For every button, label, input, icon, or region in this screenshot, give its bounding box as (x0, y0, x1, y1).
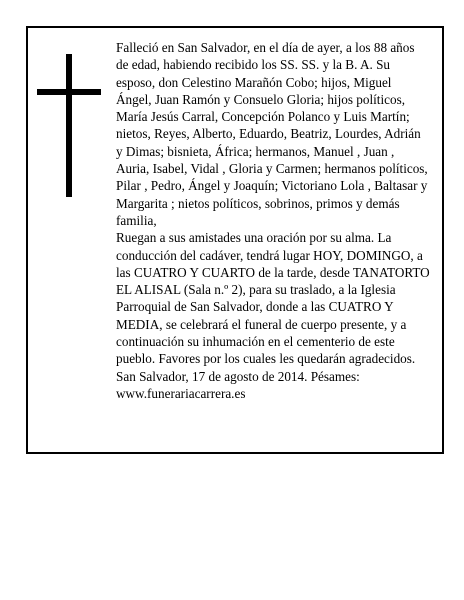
notice-paragraph-date-and-condolences: San Salvador, 17 de agosto de 2014. Pésames: www.funerariacarrera.es (116, 368, 360, 401)
notice-paragraph-death-announcement: Falleció en San Salvador, en el día de ayer, a los 88 años de edad, habiendo recibido los SS. SS. y la B. A. Su esposo, don Celestino Marañón Cobo; hijos, Miguel Ángel, Juan Ramón y Consuelo Gloria; hijos políticos, María Jesús Carral, Concepción Polanco y Luis Martín; nietos, Reyes, Alberto, Eduardo, Beatriz, Lourdes, Adrián y Dimas; bisnieta, África; hermanos, Manuel , Juan , Auria, Isabel, Vidal , Gloria y Carmen; hermanos políticos, Pilar , Pedro, Ángel y Joaquín; Victoriano Lola , Baltasar y Margarita ; nietos políticos, sobrinos, primos y demás familia, (116, 40, 428, 228)
notice-paragraph-funeral-details: Ruegan a sus amistades una oración por su alma. La conducción del cadáver, tendrá lugar HOY, DOMINGO, a las CUATRO Y CUARTO de la tarde, desde TANATORTO EL ALISAL (Sala n.º 2), para su traslado, a la Iglesia Parroquial de San Salvador, donde a las CUATRO Y MEDIA, se celebrará el funeral de cuerpo presente, y a continuación su inhumación en el cementerio de este pueblo. Favores por los cuales les quedarán agradecidos. (116, 230, 430, 367)
obituary-notice (26, 26, 444, 454)
cross-vertical-bar (66, 54, 72, 197)
cross-horizontal-bar (37, 89, 101, 95)
notice-body (116, 39, 430, 402)
